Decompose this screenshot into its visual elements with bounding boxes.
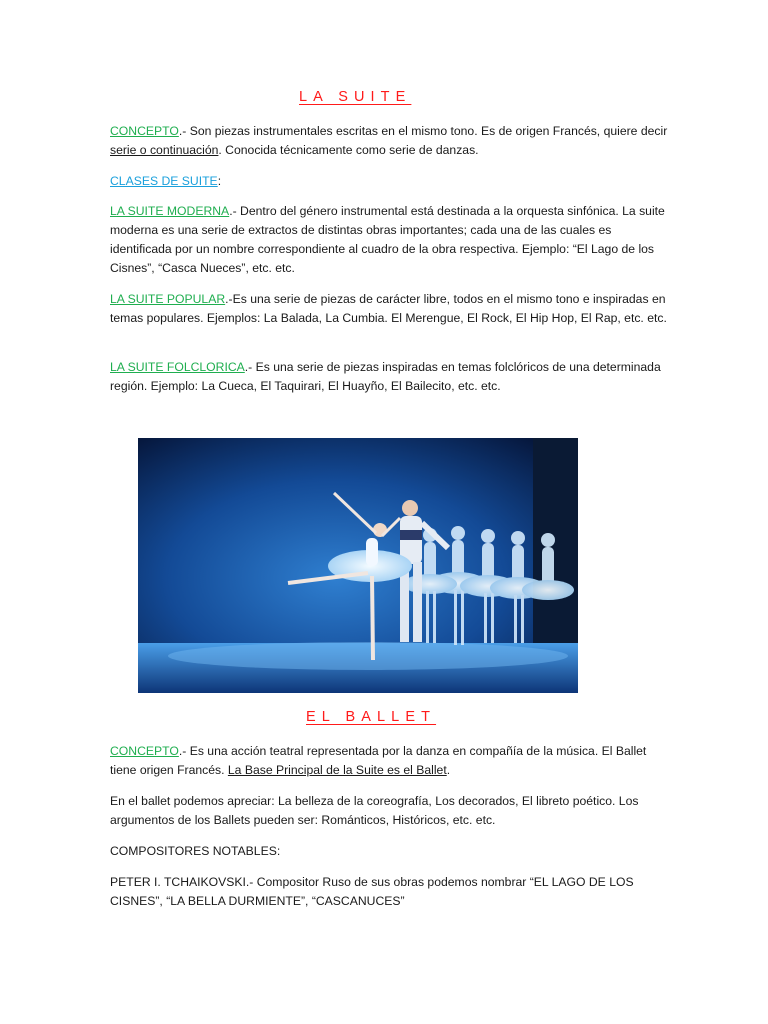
clases-label: CLASES DE SUITE <box>110 174 218 188</box>
suite-moderna-label: LA SUITE MODERNA <box>110 204 230 218</box>
suite-concepto-label: CONCEPTO <box>110 124 179 138</box>
suite-moderna-paragraph <box>110 202 670 278</box>
suite-title: LA SUITE <box>299 89 412 105</box>
ballet-photo <box>138 438 578 693</box>
suite-folclorica-text: .- Es una serie de piezas inspiradas en temas folclóricos de una determinada región. Ejemplo: La Cueca, El Taquirari, El Huayño, El Bailecito, etc. etc. <box>110 360 661 393</box>
ballet-photo-illustration <box>138 438 578 693</box>
suite-concepto-text-after: . Conocida técnicamente como serie de danzas. <box>218 143 479 157</box>
ballet-concepto-underlined: La Base Principal de la Suite es el Ballet <box>227 763 447 777</box>
suite-concepto-paragraph <box>110 122 670 160</box>
suite-moderna-text: .- Dentro del género instrumental está destinada a la orquesta sinfónica. La suite moderna es una serie de extractos de distintas obras importantes; cada una de las cuales es identificada por un nombre correspondiente al cuadro de la obra respectiva. Ejemplo: “El Lago de los Cisnes”, “Casca Nueces”, etc. etc. <box>110 204 665 275</box>
suite-popular-label: LA SUITE POPULAR <box>110 292 226 306</box>
suite-popular-text: .-Es una serie de piezas de carácter libre, todos en el mismo tono e inspiradas en temas populares. Ejemplos: La Balada, La Cumbia. El Merengue, El Rock, El Hip Hop, El Rap, etc. etc. <box>110 292 667 325</box>
ballet-concepto-text-before: .- Es una acción teatral representada por la danza en compañía de la música. El Ballet tiene origen Francés. <box>110 744 647 777</box>
clases-paragraph <box>110 172 670 191</box>
suite-popular-paragraph <box>110 290 670 328</box>
suite-folclorica-label: LA SUITE FOLCLORICA <box>110 360 245 374</box>
tchaikovski-paragraph: PETER I. TCHAIKOVSKI.- Compositor Ruso de sus obras podemos nombrar “EL LAGO DE LOS CISNES”, “LA BELLA DURMIENTE”, “CASCANUCES” <box>110 875 634 908</box>
suite-concepto-underlined: serie o continuación <box>110 143 219 157</box>
ballet-concepto-text-after: . <box>446 763 451 777</box>
compositores-heading: COMPOSITORES NOTABLES: <box>110 844 281 858</box>
ballet-concepto-label: CONCEPTO <box>110 744 179 758</box>
ballet-apreciar-paragraph: En el ballet podemos apreciar: La belleza de la coreografía, Los decorados, El libreto poético. Los argumentos de los Ballets pueden ser: Románticos, Históricos, etc. etc. <box>110 794 639 827</box>
clases-suffix: : <box>217 174 222 188</box>
suite-folclorica-paragraph <box>110 358 670 396</box>
suite-concepto-text-before: .- Son piezas instrumentales escritas en el mismo tono. Es de origen Francés, quiere decir <box>178 124 668 138</box>
ballet-concepto-paragraph <box>110 742 670 780</box>
ballet-title: EL BALLET <box>306 709 437 725</box>
